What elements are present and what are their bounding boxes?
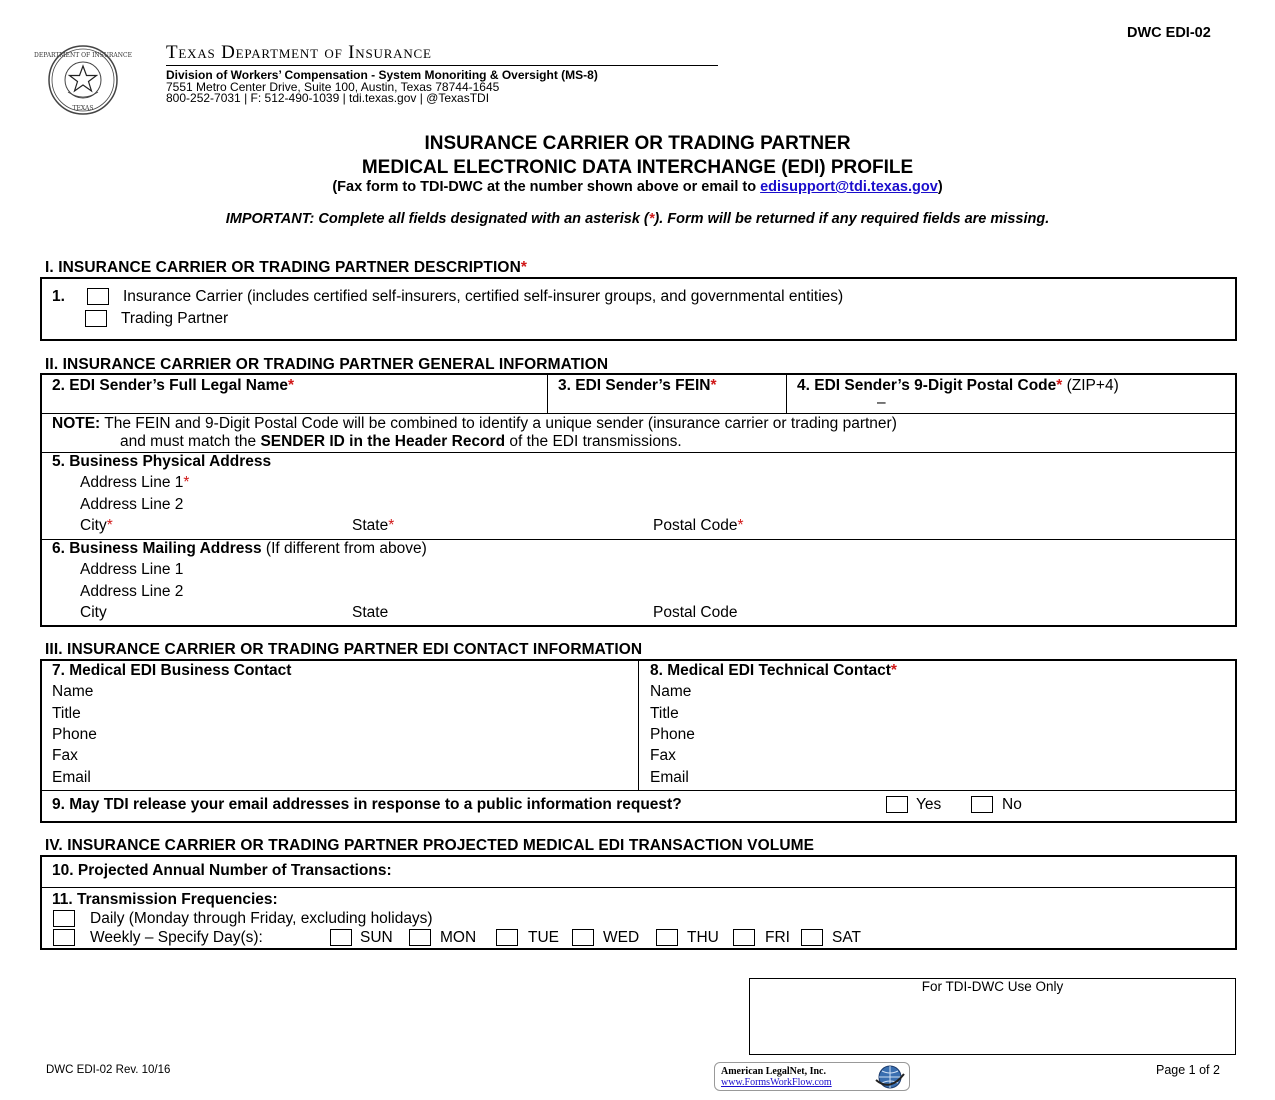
section2-divider-a: [547, 374, 548, 413]
field2-label: 2. EDI Sender’s Full Legal Name*: [52, 377, 295, 394]
agency-address: 7551 Metro Center Drive, Suite 100, Austin, Texas 78744-1645: [166, 80, 500, 94]
legalnet-badge[interactable]: [714, 1062, 910, 1091]
business-contact-title: Title: [52, 705, 81, 722]
section3-title: III. INSURANCE CARRIER OR TRADING PARTNER EDI CONTACT INFORMATION: [45, 641, 643, 658]
section1-title: I. INSURANCE CARRIER OR TRADING PARTNER DESCRIPTION*: [45, 259, 527, 276]
field4-label: 4. EDI Sender’s 9-Digit Postal Code* (ZIP+4): [797, 377, 1119, 394]
technical-contact-fax: Fax: [650, 747, 676, 764]
field7-label: 7. Medical EDI Business Contact: [52, 662, 292, 679]
release-no-label: No: [1002, 796, 1022, 813]
legalnet-url: www.FormsWorkFlow.com: [721, 1077, 832, 1088]
field10-label: 10. Projected Annual Number of Transactions:: [52, 862, 392, 879]
daily-label: Daily (Monday through Friday, excluding holidays): [90, 910, 433, 927]
mailing-state: State: [352, 604, 389, 621]
wed-label: WED: [603, 929, 640, 946]
section2-box: [40, 373, 1237, 627]
section4-title: IV. INSURANCE CARRIER OR TRADING PARTNER PROJECTED MEDICAL EDI TRANSACTION VOLUME: [45, 837, 815, 854]
field11-label: 11. Transmission Frequencies:: [52, 891, 278, 908]
fax-instructions: (Fax form to TDI-DWC at the number shown above or email to edisupport@tdi.texas.gov): [332, 179, 943, 195]
technical-contact-phone: Phone: [650, 726, 695, 743]
note-line2: and must match the SENDER ID in the Header Record of the EDI transmissions.: [120, 433, 682, 450]
agency-contact: 800-252-7031 | F: 512-490-1039 | tdi.texas.gov | @TexasTDI: [166, 91, 490, 105]
form-revision: DWC EDI-02 Rev. 10/16: [46, 1064, 171, 1076]
section2-divider-b: [786, 374, 787, 413]
legalnet-name: American LegalNet, Inc.: [721, 1066, 826, 1077]
insurance-carrier-checkbox[interactable]: [87, 288, 109, 305]
mon-label: MON: [440, 929, 477, 946]
trading-partner-checkbox[interactable]: [85, 310, 107, 327]
business-contact-fax: Fax: [52, 747, 78, 764]
mailing-postal: Postal Code: [653, 604, 738, 621]
thu-label: THU: [687, 929, 719, 946]
business-contact-phone: Phone: [52, 726, 97, 743]
field4-dash: –: [877, 394, 886, 411]
technical-contact-title: Title: [650, 705, 679, 722]
weekly-label: Weekly – Specify Day(s):: [90, 929, 263, 946]
sat-checkbox[interactable]: [801, 929, 823, 946]
physical-state: State*: [352, 517, 395, 534]
tue-label: TUE: [528, 929, 559, 946]
tue-checkbox[interactable]: [496, 929, 518, 946]
svg-text:DEPARTMENT OF INSURANCE: DEPARTMENT OF INSURANCE: [34, 52, 132, 59]
form-id: DWC EDI-02: [1127, 25, 1211, 41]
mailing-address-line2: Address Line 2: [80, 583, 184, 600]
sun-label: SUN: [360, 929, 393, 946]
technical-contact-name: Name: [650, 683, 692, 700]
page-number: Page 1 of 2: [1156, 1063, 1220, 1077]
business-contact-name: Name: [52, 683, 94, 700]
field8-label: 8. Medical EDI Technical Contact*: [650, 662, 897, 679]
business-contact-email: Email: [52, 769, 91, 786]
fri-checkbox[interactable]: [733, 929, 755, 946]
daily-checkbox[interactable]: [53, 910, 75, 927]
thu-checkbox[interactable]: [656, 929, 678, 946]
trading-partner-label: Trading Partner: [121, 310, 229, 327]
field3-label: 3. EDI Sender’s FEIN*: [558, 377, 717, 394]
sat-label: SAT: [832, 929, 861, 946]
mon-checkbox[interactable]: [409, 929, 431, 946]
svg-text:TEXAS: TEXAS: [72, 105, 94, 112]
agency-name: Texas Department of Insurance: [166, 42, 432, 63]
form-title-line2: MEDICAL ELECTRONIC DATA INTERCHANGE (EDI) PROFILE: [361, 157, 914, 178]
wed-checkbox[interactable]: [572, 929, 594, 946]
mailing-city: City: [80, 604, 107, 621]
field5-label: 5. Business Physical Address: [52, 453, 272, 470]
physical-address-line1: Address Line 1*: [80, 474, 190, 491]
email-link[interactable]: edisupport@tdi.texas.gov: [760, 179, 938, 195]
physical-postal: Postal Code*: [653, 517, 744, 534]
important-note: IMPORTANT: Complete all fields designated with an asterisk (*). Form will be returned if any required fields are missing.: [225, 211, 1050, 227]
insurance-carrier-label: Insurance Carrier (includes certified self-insurers, certified self-insurer groups, and governmental entities): [123, 288, 844, 305]
release-no-checkbox[interactable]: [971, 796, 993, 813]
sun-checkbox[interactable]: [330, 929, 352, 946]
field1-number: 1.: [52, 288, 65, 305]
physical-city: City*: [80, 517, 113, 534]
globe-icon: [872, 1064, 908, 1090]
note-line1: NOTE: The FEIN and 9-Digit Postal Code will be combined to identify a unique sender (insurance carrier or trading partner): [52, 415, 897, 432]
section4-rule: [41, 887, 1236, 888]
mailing-address-line1: Address Line 1: [80, 561, 184, 578]
field9-label: 9. May TDI release your email addresses in response to a public information request?: [52, 796, 682, 813]
section3-divider: [638, 660, 639, 790]
field6-label: 6. Business Mailing Address (If different from above): [52, 540, 427, 557]
section1-box: [40, 277, 1237, 341]
tdi-seal-logo: [34, 44, 132, 116]
technical-contact-email: Email: [650, 769, 689, 786]
office-use-label: For TDI-DWC Use Only: [921, 979, 1064, 994]
fri-label: FRI: [765, 929, 790, 946]
physical-address-line2: Address Line 2: [80, 496, 184, 513]
release-yes-checkbox[interactable]: [886, 796, 908, 813]
agency-division: Division of Workers’ Compensation - System Monoriting & Oversight (MS-8): [166, 68, 598, 82]
agency-rule: [166, 65, 718, 66]
section2-rule-1: [41, 413, 1236, 414]
section2-title: II. INSURANCE CARRIER OR TRADING PARTNER GENERAL INFORMATION: [45, 356, 609, 373]
weekly-checkbox[interactable]: [53, 929, 75, 946]
release-yes-label: Yes: [916, 796, 942, 813]
section3-rule: [41, 790, 1236, 791]
form-title-line1: INSURANCE CARRIER OR TRADING PARTNER: [424, 133, 851, 154]
